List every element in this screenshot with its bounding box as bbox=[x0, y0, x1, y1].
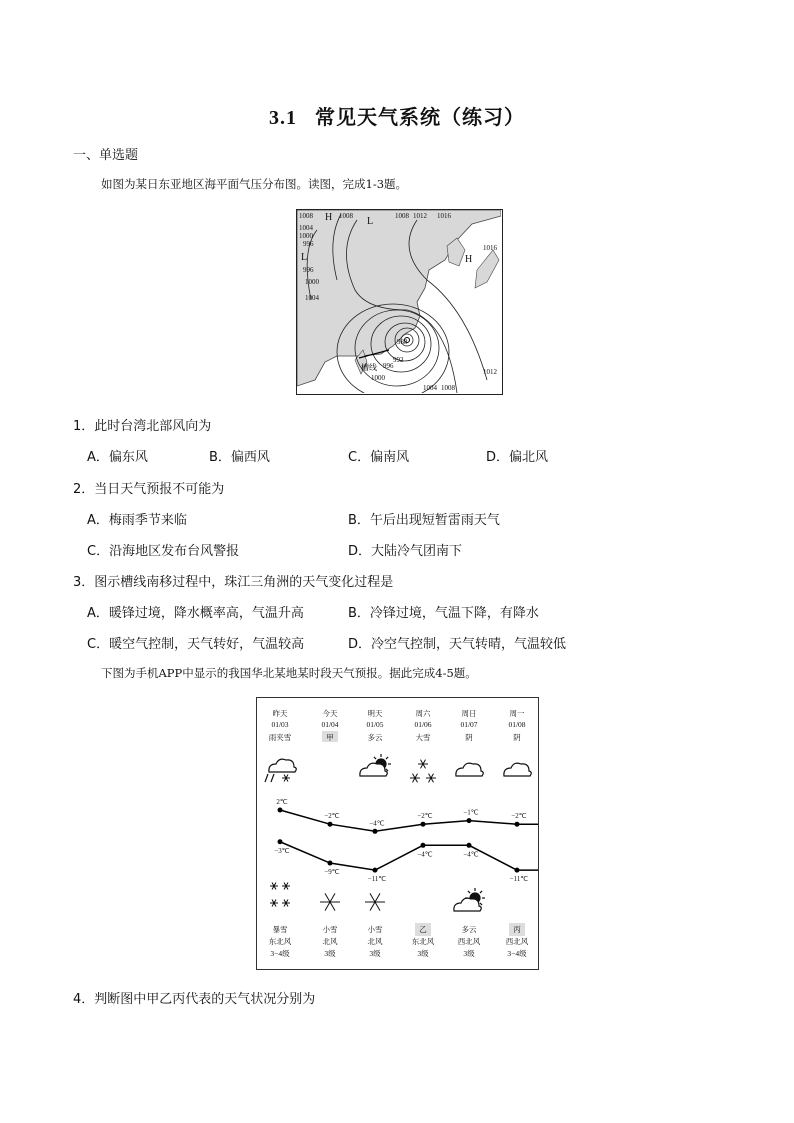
high-center: H bbox=[465, 254, 473, 265]
night-weather: 小雪 bbox=[322, 925, 338, 934]
sun-ray bbox=[374, 757, 376, 759]
isobar-label: 1000 bbox=[299, 232, 313, 240]
q3-option-d[interactable]: D．冷空气控制，天气转晴，气温较低 bbox=[348, 637, 567, 652]
night-weather: 多云 bbox=[461, 925, 477, 934]
sun-ray bbox=[480, 903, 482, 905]
high-temp-label: 2℃ bbox=[276, 798, 288, 806]
question-3: 3．图示槽线南移过程中，珠江三角洲的天气变化过程是 bbox=[73, 575, 394, 590]
q1-option-c[interactable]: C．偏南风 bbox=[348, 450, 410, 465]
isobar-label: 1004 bbox=[423, 384, 437, 392]
sun-ray bbox=[386, 757, 388, 759]
day-weather: 阴 bbox=[513, 733, 521, 742]
high-temp-point bbox=[515, 822, 520, 827]
high-temp-curve bbox=[280, 810, 538, 831]
japan-islands bbox=[475, 250, 499, 288]
wind-direction: 东北风 bbox=[411, 937, 435, 946]
isobar-label: 1004 bbox=[305, 294, 319, 302]
page-title bbox=[0, 101, 794, 130]
question-1: 1．此时台湾北部风向为 bbox=[73, 419, 212, 434]
isobar-label: 1008 bbox=[395, 212, 409, 220]
sun-ray bbox=[386, 769, 388, 771]
q2-option-a[interactable]: A．梅雨季节来临 bbox=[87, 513, 187, 528]
isobar-label: 1000 bbox=[305, 278, 319, 286]
wind-level: 3−4级 bbox=[270, 949, 290, 958]
cloud-icon bbox=[456, 763, 483, 776]
q3-option-c[interactable]: C．暖空气控制，天气转好，气温较高 bbox=[87, 637, 305, 652]
q2-option-c[interactable]: C．沿海地区发布台风警报 bbox=[87, 544, 240, 559]
day-date: 01/03 bbox=[271, 720, 289, 729]
low-temp-point bbox=[328, 861, 333, 866]
day-name: 周六 bbox=[415, 709, 431, 718]
low-temp-label: −11℃ bbox=[367, 875, 387, 884]
intro-text-1: 如图为某日东亚地区海平面气压分布图。读图，完成1-3题。 bbox=[101, 177, 408, 191]
isobar-label: 1016 bbox=[483, 244, 497, 252]
wind-direction: 西北风 bbox=[505, 937, 529, 946]
low-temp-point bbox=[515, 868, 520, 873]
night-weather: 乙 bbox=[419, 925, 427, 934]
day-date: 01/04 bbox=[321, 720, 339, 729]
low-temp-point bbox=[421, 843, 426, 848]
isobar-label: 1012 bbox=[483, 368, 497, 376]
cloud-icon bbox=[504, 763, 531, 776]
q3-option-a[interactable]: A．暖锋过境，降水概率高，气温升高 bbox=[87, 606, 304, 621]
q2-option-d[interactable]: D．大陆冷气团南下 bbox=[348, 544, 463, 559]
isobar-label: 1008 bbox=[299, 212, 313, 220]
high-temp-label: −2℃ bbox=[511, 812, 527, 821]
low-temp-label: −4℃ bbox=[417, 850, 433, 859]
day-date: 01/06 bbox=[414, 720, 432, 729]
trough-label: 槽线 bbox=[361, 363, 377, 372]
wind-level: 3级 bbox=[369, 949, 381, 958]
day-weather: 多云 bbox=[367, 733, 383, 742]
day-weather: 阴 bbox=[465, 733, 473, 742]
day-date: 01/08 bbox=[508, 720, 526, 729]
question-4: 4．判断图中甲乙丙代表的天气状况分别为 bbox=[73, 992, 316, 1007]
section-heading: 一、单选题 bbox=[73, 148, 139, 163]
q2-option-b[interactable]: B．午后出现短暂雷雨天气 bbox=[348, 513, 500, 528]
isobar-label: 996 bbox=[383, 362, 394, 370]
wind-level: 3级 bbox=[463, 949, 475, 958]
isobar-label: 1008 bbox=[339, 212, 353, 220]
snowflake-icon bbox=[418, 760, 428, 769]
high-temp-point bbox=[467, 818, 472, 823]
isobar-label: 988 bbox=[397, 338, 408, 346]
isobar-label: 1016 bbox=[437, 212, 451, 220]
snowflake-icon bbox=[282, 900, 290, 907]
isobar-label: 992 bbox=[393, 356, 404, 364]
isobar-label: 1012 bbox=[413, 212, 427, 220]
title-number: 3.1 bbox=[269, 107, 297, 129]
night-weather: 丙 bbox=[513, 925, 521, 934]
wind-direction: 北风 bbox=[322, 937, 338, 946]
isobar-label: 1000 bbox=[371, 374, 385, 382]
high-temp-label: −1℃ bbox=[463, 808, 479, 817]
wind-direction: 西北风 bbox=[457, 937, 481, 946]
wind-direction: 东北风 bbox=[268, 937, 292, 946]
day-date: 01/07 bbox=[460, 720, 478, 729]
cloud-shape bbox=[504, 763, 531, 776]
low-temp-label: −3℃ bbox=[274, 846, 290, 855]
sun-ray bbox=[480, 891, 482, 893]
low-temp-point bbox=[467, 843, 472, 848]
high-temp-label: −2℃ bbox=[417, 812, 433, 821]
cloud-shape bbox=[360, 763, 387, 776]
high-temp-label: −4℃ bbox=[369, 819, 385, 828]
question-2: 2．当日天气预报不可能为 bbox=[73, 482, 225, 497]
low-center: L bbox=[367, 216, 374, 227]
day-name: 周日 bbox=[461, 709, 477, 718]
weather-forecast-figure bbox=[256, 697, 539, 970]
day-weather: 雨夹雪 bbox=[268, 733, 292, 742]
snowflake-icon bbox=[365, 893, 385, 910]
snowflake-icon bbox=[410, 774, 420, 783]
wind-direction: 北风 bbox=[367, 937, 383, 946]
cloud-icon bbox=[454, 898, 481, 911]
q1-option-d[interactable]: D．偏北风 bbox=[486, 450, 549, 465]
cloud-shape bbox=[456, 763, 483, 776]
pressure-map bbox=[296, 209, 503, 395]
pressure-map-figure bbox=[297, 210, 501, 393]
night-weather: 小雪 bbox=[367, 925, 383, 934]
high-center: H bbox=[325, 212, 333, 223]
day-weather: 甲 bbox=[326, 733, 334, 742]
wind-level: 3级 bbox=[324, 949, 336, 958]
low-temp-point bbox=[278, 839, 283, 844]
high-temp-point bbox=[278, 808, 283, 813]
q1-option-b[interactable]: B．偏西风 bbox=[209, 450, 270, 465]
snowflake-icon bbox=[282, 775, 290, 782]
cloud-icon bbox=[360, 763, 387, 776]
day-name: 明天 bbox=[367, 709, 383, 718]
day-date: 01/05 bbox=[366, 720, 384, 729]
cloud-shape bbox=[269, 759, 296, 772]
low-temp-label: −4℃ bbox=[463, 850, 479, 859]
sun-ray bbox=[468, 891, 470, 893]
snowflake-icon bbox=[320, 893, 340, 910]
snowflake-icon bbox=[270, 883, 278, 890]
isobar-label: 1008 bbox=[441, 384, 455, 392]
isobar-label: 996 bbox=[303, 240, 314, 248]
wind-level: 3级 bbox=[417, 949, 429, 958]
rain-drop-icon bbox=[265, 774, 274, 782]
intro-text-2: 下图为手机APP中显示的我国华北某地某时段天气预报。据此完成4-5题。 bbox=[101, 666, 477, 680]
low-temp-label: −11℃ bbox=[509, 875, 529, 884]
high-temp-point bbox=[328, 822, 333, 827]
low-temp-label: −9℃ bbox=[324, 868, 340, 877]
sleet-icon bbox=[269, 759, 296, 772]
forecast-svg bbox=[257, 698, 538, 969]
wind-level: 3−4级 bbox=[507, 949, 527, 958]
q3-option-b[interactable]: B．冷锋过境，气温下降，有降水 bbox=[348, 606, 539, 621]
q1-option-a[interactable]: A．偏东风 bbox=[87, 450, 148, 465]
day-name: 周一 bbox=[509, 709, 525, 718]
low-temp-curve bbox=[280, 842, 538, 870]
day-name: 今天 bbox=[322, 709, 338, 718]
title-text: 常见天气系统（练习） bbox=[315, 105, 525, 129]
high-temp-point bbox=[373, 829, 378, 834]
isobar-label: 1004 bbox=[299, 224, 313, 232]
isobar-label: 996 bbox=[303, 266, 314, 274]
snowflake-icon bbox=[270, 900, 278, 907]
day-name: 昨天 bbox=[272, 709, 288, 718]
high-temp-label: −2℃ bbox=[324, 812, 340, 821]
low-center: L bbox=[301, 252, 308, 263]
night-weather: 暴雪 bbox=[272, 925, 288, 934]
high-temp-point bbox=[421, 822, 426, 827]
cloud-shape bbox=[454, 898, 481, 911]
day-weather: 大雪 bbox=[415, 733, 431, 742]
snowflake-icon bbox=[426, 774, 436, 783]
snowflake-icon bbox=[282, 883, 290, 890]
low-temp-point bbox=[373, 868, 378, 873]
